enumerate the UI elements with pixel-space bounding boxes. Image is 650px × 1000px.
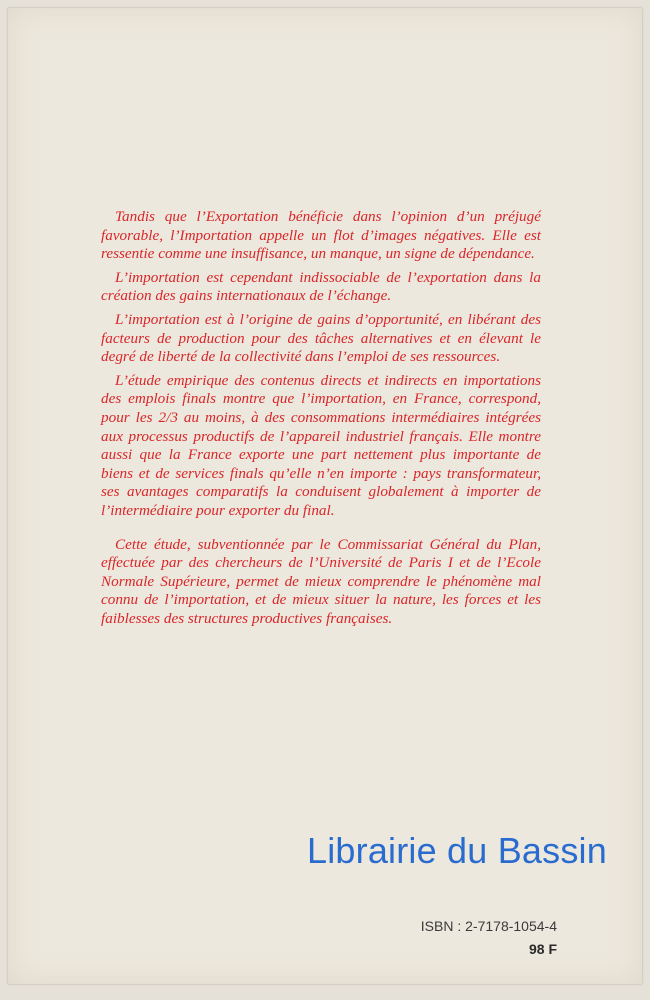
price-label: 98 F	[528, 941, 557, 957]
blurb-paragraph-1: Tandis que l’Exportation bénéficie dans l’opinion d’un préjugé favorable, l’Importation appelle un flot d’images négatives. Elle est ressentie comme une insuffisance, un manque, un signe de dépendance.	[101, 208, 541, 263]
blurb-paragraph-5: Cette étude, subventionnée par le Commissariat Général du Plan, effectuée par des chercheurs de l’Université de Paris I et de l’Ecole Normale Supérieure, permet de mieux comprendre le phénomène mal connu de l’importation, et de mieux situer la nature, les forces et les faiblesses des structures productives françaises.	[101, 535, 541, 627]
bookseller-watermark: Librairie du Bassin	[307, 830, 607, 871]
blurb-paragraph-2: L’importation est cependant indissociable de l’exportation dans la création des gains internationaux de l’échange.	[101, 268, 541, 305]
isbn-number: ISBN : 2-7178-1054-4	[420, 918, 557, 934]
blurb-paragraph-3: L’importation est à l’origine de gains d’opportunité, en libérant des facteurs de production pour des tâches alternatives et en élevant le degré de liberté de la collectivité dans l’emploi de ses ressources.	[101, 310, 541, 366]
blurb-paragraph-4: L’étude empirique des contenus directs et indirects en importations des emplois finals montre que l’importation, en France, correspond, pour les 2/3 au moins, à des consommations intermédiaires intégrées aux processus productifs de l’appareil industriel français. Elle montre aussi que la France exporte une part nettement plus importante de biens et de services finals qu’elle n’en importe : pays transformateur, ses avantages comparatifs la conduisent globalement à importer de l’intermédiaire pour exporter du final.	[101, 371, 541, 519]
back-cover-blurb	[101, 208, 541, 633]
